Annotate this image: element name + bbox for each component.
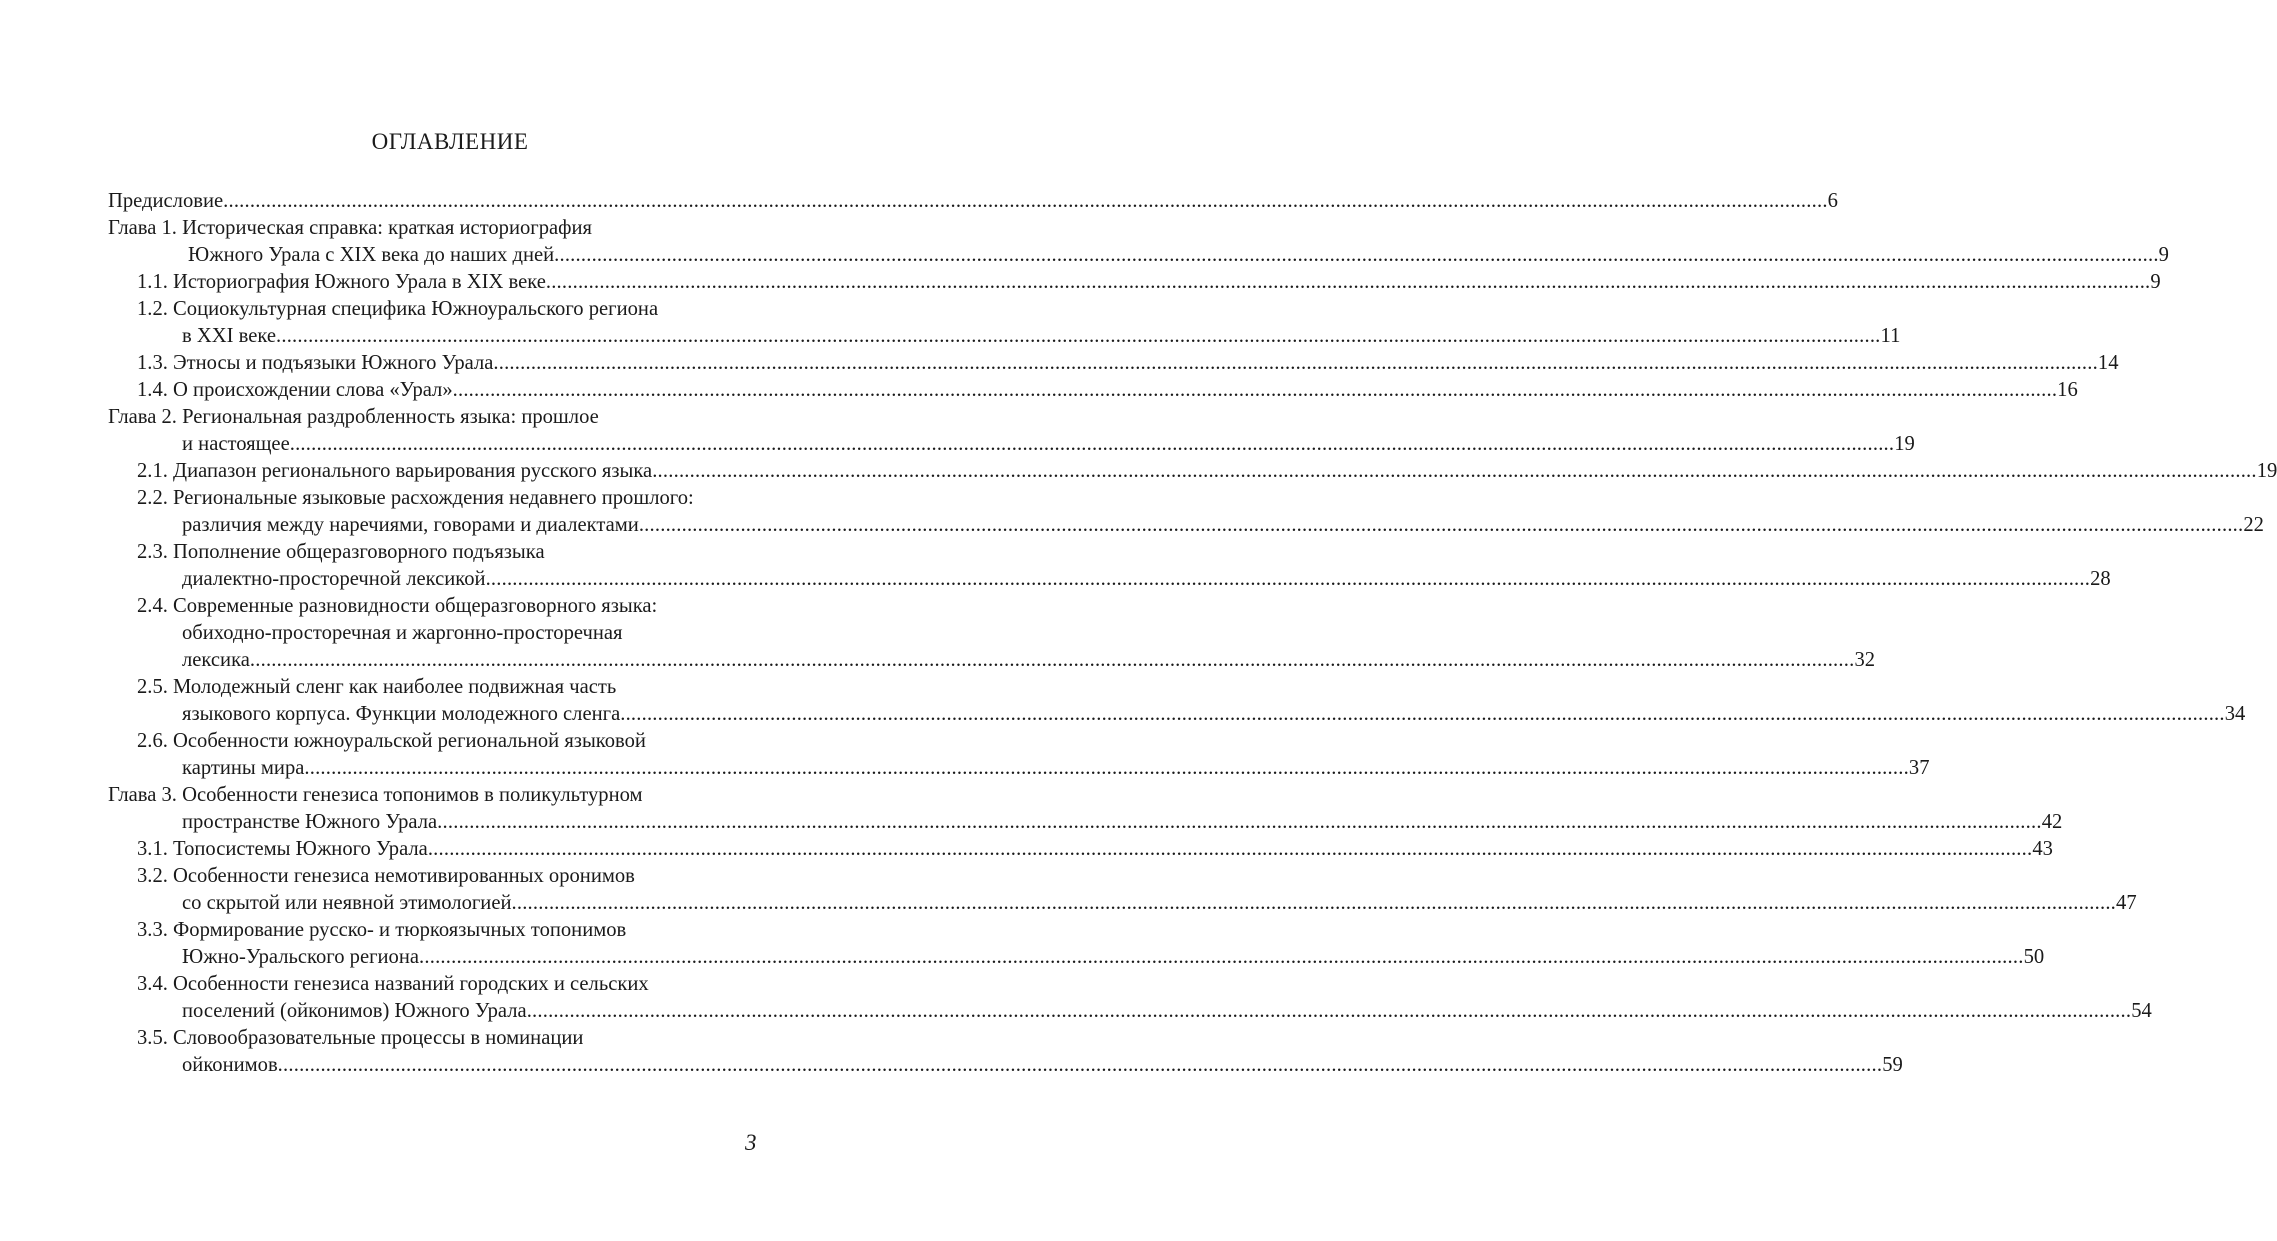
toc-entry-title: 2.3. Пополнение общеразговорного подъязыка — [137, 541, 545, 563]
dot-leader: ............................................................................................................................................................................................................................................................................................................ — [526, 1000, 2132, 1022]
toc-entry-page: 9 — [2158, 244, 2169, 266]
toc-entry — [182, 512, 2264, 539]
toc-entry-title: и настоящее — [182, 433, 290, 455]
toc-entry-title: 2.1. Диапазон регионального варьирования русского языка — [137, 460, 653, 482]
toc-entry-page: 19 — [2256, 460, 2277, 482]
toc-entry-page: 16 — [2057, 379, 2078, 401]
toc-entry-page: 59 — [1882, 1054, 1903, 1076]
toc-entry — [182, 566, 2111, 593]
dot-leader: ............................................................................................................................................................................................................................................................................................................ — [277, 1054, 1883, 1076]
dot-leader: ............................................................................................................................................................................................................................................................................................................ — [289, 433, 1895, 455]
toc-entry-title: 1.2. Социокультурная специфика Южноуральского региона — [137, 298, 659, 320]
toc-entry-title: 1.1. Историография Южного Урала в XIX веке — [137, 271, 546, 293]
toc-entry-title: Глава 1. Историческая справка: краткая историография — [108, 217, 592, 239]
toc-entry — [137, 458, 2277, 485]
toc-entry-title: картины мира — [182, 757, 305, 779]
toc-entry — [182, 431, 1915, 458]
toc-entry-page: 14 — [2097, 352, 2119, 374]
dot-leader: ............................................................................................................................................................................................................................................................................................................ — [437, 811, 2042, 833]
toc-entry-title: Предисловие — [108, 190, 224, 212]
toc-entry-page: 11 — [1880, 325, 1901, 347]
toc-entry — [108, 188, 1838, 215]
toc-entry-continued — [137, 917, 626, 944]
toc-entry-continued — [108, 782, 643, 809]
toc-entry — [188, 242, 2169, 269]
toc-entry — [182, 890, 2137, 917]
toc-entry-title: лексика — [182, 649, 250, 671]
toc-entry-continued — [108, 404, 599, 431]
toc-entry-page: 6 — [1827, 190, 1838, 212]
toc-entry-continued — [137, 971, 649, 998]
toc-entry-title: 1.3. Этносы и подъязыки Южного Урала — [137, 352, 494, 374]
toc-entry-title: 3.2. Особенности генезиса немотивированных оронимов — [137, 865, 635, 887]
dot-leader: ............................................................................................................................................................................................................................................................................................................ — [545, 271, 2151, 293]
toc-entry-title: 3.3. Формирование русско- и тюркоязычных топонимов — [137, 919, 627, 941]
dot-leader: ............................................................................................................................................................................................................................................................................................................ — [638, 514, 2244, 536]
toc-entry-page: 22 — [2243, 514, 2264, 536]
toc-entry — [137, 350, 2119, 377]
dot-leader: ............................................................................................................................................................................................................................................................................................................ — [276, 325, 1881, 347]
toc-entry-continued — [137, 296, 658, 323]
toc-entry — [182, 755, 1930, 782]
dot-leader: ............................................................................................................................................................................................................................................................................................................ — [554, 244, 2159, 266]
toc-entry-continued — [137, 485, 694, 512]
toc-entry-title: 1.4. О происхождении слова «Урал» — [137, 379, 453, 401]
toc-entry — [182, 1052, 1903, 1079]
toc-entry-title: различия между наречиями, говорами и диалектами — [182, 514, 639, 536]
toc-entry-continued — [137, 539, 545, 566]
dot-leader: ............................................................................................................................................................................................................................................................................................................ — [485, 568, 2091, 590]
toc-entry-page: 34 — [2224, 703, 2246, 725]
toc-entry-continued — [108, 215, 592, 242]
dot-leader: ............................................................................................................................................................................................................................................................................................................ — [652, 460, 2257, 482]
toc-entry-page: 19 — [1894, 433, 1915, 455]
toc-entry-continued — [137, 863, 635, 890]
toc-entry-page: 28 — [2090, 568, 2111, 590]
dot-leader: ............................................................................................................................................................................................................................................................................................................ — [304, 757, 1909, 779]
page-title: ОГЛАВЛЕНИЕ — [371, 129, 529, 154]
page-number: 3 — [745, 1130, 757, 1155]
toc-entry — [137, 377, 2078, 404]
toc-entry-title: со скрытой или неявной этимологией — [182, 892, 512, 914]
toc-entry — [182, 701, 2246, 728]
toc-entry-page: 42 — [2041, 811, 2063, 833]
toc-entry-title: пространстве Южного Урала — [182, 811, 438, 833]
dot-leader: ............................................................................................................................................................................................................................................................................................................ — [493, 352, 2098, 374]
toc-entry-title: 2.2. Региональные языковые расхождения недавнего прошлого: — [137, 487, 694, 509]
toc-entry — [182, 998, 2152, 1025]
toc-entry-title: Южного Урала с XIX века до наших дней — [188, 244, 555, 266]
toc-entry-title: 2.5. Молодежный сленг как наиболее подвижная часть — [137, 676, 617, 698]
dot-leader: ............................................................................................................................................................................................................................................................................................................ — [223, 190, 1828, 212]
toc-entry-title: 2.6. Особенности южноуральской региональной языковой — [137, 730, 646, 752]
dot-leader: ............................................................................................................................................................................................................................................................................................................ — [452, 379, 2058, 401]
toc-entry-page: 47 — [2116, 892, 2137, 914]
toc-entry-page: 54 — [2131, 1000, 2152, 1022]
toc-entry-title: 3.1. Топосистемы Южного Урала — [137, 838, 428, 860]
toc-entry-title: Глава 3. Особенности генезиса топонимов в поликультурном — [108, 784, 643, 806]
toc-entry-continued — [137, 674, 616, 701]
dot-leader: ............................................................................................................................................................................................................................................................................................................ — [511, 892, 2117, 914]
dot-leader: ............................................................................................................................................................................................................................................................................................................ — [419, 946, 2024, 968]
toc-entry-title: 3.5. Словообразовательные процессы в номинации — [137, 1027, 584, 1049]
toc-entry-title: 3.4. Особенности генезиса названий городских и сельских — [137, 973, 649, 995]
toc-entry-continued — [137, 1025, 583, 1052]
toc-entry-page: 32 — [1854, 649, 1876, 671]
toc-entry-title: языкового корпуса. Функции молодежного сленга — [182, 703, 621, 725]
toc-entry-title: поселений (ойконимов) Южного Урала — [182, 1000, 527, 1022]
toc-entry-continued — [137, 593, 657, 620]
toc-entry-title: обиходно-просторечная и жаргонно-просторечная — [182, 622, 623, 644]
toc-entry-title: ойконимов — [182, 1054, 278, 1076]
toc-entry-page: 37 — [1908, 757, 1930, 779]
dot-leader: ............................................................................................................................................................................................................................................................................................................ — [249, 649, 1855, 671]
toc-entry-page: 50 — [2023, 946, 2045, 968]
dot-leader: ............................................................................................................................................................................................................................................................................................................ — [620, 703, 2225, 725]
toc-entry-continued — [137, 728, 646, 755]
toc-entry-page: 43 — [2032, 838, 2053, 860]
toc-entry-title: Южно-Уральского региона — [182, 946, 420, 968]
toc-entry — [182, 809, 2063, 836]
toc-entry-title: диалектно-просторечной лексикой — [182, 568, 486, 590]
toc-entry-continued — [182, 620, 623, 647]
toc-entry — [182, 944, 2045, 971]
dot-leader: ............................................................................................................................................................................................................................................................................................................ — [427, 838, 2033, 860]
toc-entry-title: в XXI веке — [182, 325, 276, 347]
toc-entry — [182, 647, 1876, 674]
toc-entry — [137, 836, 2053, 863]
toc-entry-title: 2.4. Современные разновидности общеразговорного языка: — [137, 595, 658, 617]
toc-entry-title: Глава 2. Региональная раздробленность языка: прошлое — [108, 406, 599, 428]
toc-entry — [137, 269, 2161, 296]
toc-entry — [182, 323, 1901, 350]
toc-entry-page: 9 — [2150, 271, 2161, 293]
